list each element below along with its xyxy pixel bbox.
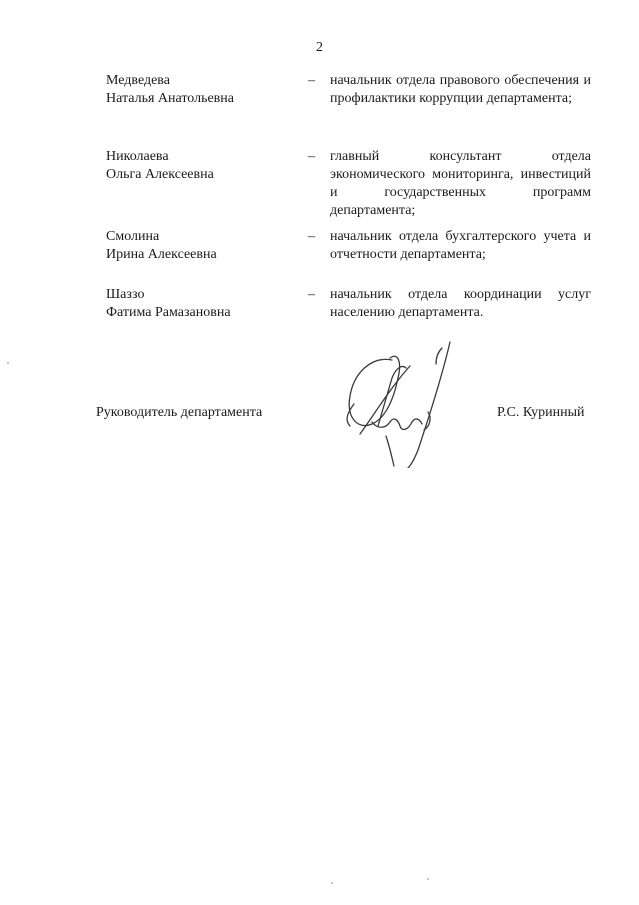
member-dash: – (308, 149, 315, 164)
member-surname: Смолина (106, 229, 160, 244)
scan-speck (331, 882, 333, 884)
scan-speck (427, 878, 429, 880)
page-number: 2 (316, 40, 323, 55)
member-given-names: Фатима Рамазановна (106, 305, 231, 320)
member-name (106, 286, 296, 322)
member-position: начальник отдела координации услуг населению департамента. (330, 287, 591, 320)
member-dash: – (308, 229, 315, 244)
member-name (106, 72, 296, 108)
member-given-names: Ирина Алексеевна (106, 247, 217, 262)
member-position: главный консультант отдела экономического мониторинга, инвестиций и государственных программ департамента; (330, 149, 591, 218)
member-position: начальник отдела правового обеспечения и профилактики коррупции департамента; (330, 73, 591, 106)
member-name (106, 228, 296, 264)
member-name (106, 148, 296, 184)
member-dash: – (308, 287, 315, 302)
member-given-names: Наталья Анатольевна (106, 91, 235, 106)
scan-speck (7, 362, 9, 364)
member-surname: Медведева (106, 73, 170, 88)
signatory-name: Р.С. Куринный (497, 405, 585, 420)
handwritten-signature (332, 338, 462, 468)
member-dash: – (308, 73, 315, 88)
member-surname: Николаева (106, 149, 169, 164)
signatory-title: Руководитель департамента (96, 405, 263, 420)
member-given-names: Ольга Алексеевна (106, 167, 214, 182)
member-position: начальник отдела бухгалтерского учета и отчетности департамента; (330, 229, 591, 262)
member-surname: Шаззо (106, 287, 145, 302)
